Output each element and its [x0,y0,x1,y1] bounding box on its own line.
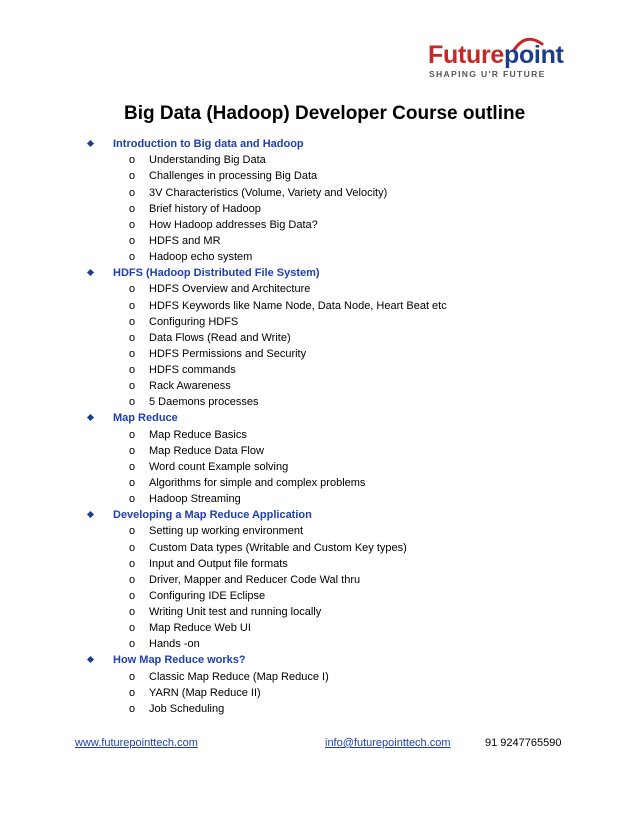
section-title: Developing a Map Reduce Application [113,509,312,522]
circle-bullet-icon: o [129,670,136,683]
list-item-label: HDFS Overview and Architecture [149,283,311,296]
list-item [0,395,638,411]
circle-bullet-icon: o [129,154,136,167]
list-item-label: Configuring HDFS [149,315,239,328]
logo-wordmark [428,40,564,70]
circle-bullet-icon: o [129,638,136,651]
list-item [0,186,638,202]
list-item-label: Hadoop echo system [149,250,253,263]
list-item-label: Configuring IDE Eclipse [149,589,266,602]
document-title: Big Data (Hadoop) Developer Course outline [124,103,526,124]
list-item-label: Job Scheduling [149,702,225,715]
diamond-bullet-icon [87,269,94,276]
circle-bullet-icon: o [129,218,136,231]
section-title: How Map Reduce works? [113,654,246,667]
list-item-label: HDFS commands [149,363,236,376]
circle-bullet-icon: o [129,605,136,618]
list-item [0,202,638,218]
circle-bullet-icon: o [129,557,136,570]
list-item [0,557,638,573]
section-title: Introduction to Big data and Hadoop [113,138,304,150]
logo-brand-part2: point [503,41,564,69]
list-item [0,363,638,379]
list-item-label: HDFS Permissions and Security [149,347,307,360]
list-item [0,492,638,508]
list-item-label: How Hadoop addresses Big Data? [149,218,318,231]
circle-bullet-icon: o [129,476,136,489]
list-item-label: Word count Example solving [149,460,289,473]
list-item-label: Map Reduce Web UI [149,622,251,634]
list-item [0,315,638,331]
logo-tagline: SHAPING U'R FUTURE [429,69,546,79]
footer-email[interactable] [325,737,451,749]
circle-bullet-icon: o [129,202,136,215]
section-title: HDFS (Hadoop Distributed File System) [113,267,320,280]
diamond-bullet-icon [87,414,94,421]
circle-bullet-icon: o [129,170,136,183]
section-heading [0,411,638,427]
list-item [0,153,638,169]
diamond-bullet-icon [87,656,94,663]
list-item [0,234,638,250]
list-item-label: 3V Characteristics (Volume, Variety and Velocity) [149,186,388,199]
diamond-bullet-icon [87,511,94,518]
list-item-label: Map Reduce Data Flow [149,444,264,457]
circle-bullet-icon: o [129,315,136,328]
list-item [0,282,638,298]
list-item [0,524,638,540]
list-item [0,573,638,589]
list-item [0,686,638,702]
list-item [0,460,638,476]
circle-bullet-icon: o [129,347,136,360]
list-item [0,347,638,363]
circle-bullet-icon: o [129,525,136,538]
email-link[interactable]: info@futurepointtech.com [325,737,451,749]
list-item [0,379,638,395]
list-item-label: Setting up working environment [149,525,304,538]
circle-bullet-icon: o [129,492,136,505]
list-item [0,702,638,718]
list-item [0,476,638,492]
circle-bullet-icon: o [129,444,136,457]
list-item [0,299,638,315]
list-item [0,444,638,460]
footer-phone: 91 9247765590 [485,737,562,749]
list-item-label: Data Flows (Read and Write) [149,331,291,344]
circle-bullet-icon: o [129,396,136,409]
list-item [0,605,638,621]
circle-bullet-icon: o [129,186,136,199]
circle-bullet-icon: o [129,541,136,554]
list-item-label: Input and Output file formats [149,557,288,570]
list-item [0,541,638,557]
list-item-label: Challenges in processing Big Data [149,170,318,183]
list-item-label: Algorithms for simple and complex problems [149,476,366,489]
list-item-label: YARN (Map Reduce II) [149,686,261,699]
list-item-label: Map Reduce Basics [149,428,247,441]
list-item-label: HDFS Keywords like Name Node, Data Node, Heart Beat etc [149,299,447,312]
circle-bullet-icon: o [129,589,136,602]
list-item [0,670,638,686]
circle-bullet-icon: o [129,250,136,263]
section-heading [0,653,638,669]
list-item [0,250,638,266]
section-title: Map Reduce [113,412,178,425]
circle-bullet-icon: o [129,299,136,312]
circle-bullet-icon: o [129,363,136,376]
list-item [0,218,638,234]
footer-website[interactable] [75,737,198,749]
futurepoint-logo [424,40,564,82]
circle-bullet-icon: o [129,460,136,473]
list-item-label: Brief history of Hadoop [149,202,261,215]
list-item [0,169,638,185]
circle-bullet-icon: o [129,331,136,344]
list-item-label: Custom Data types (Writable and Custom Key types) [149,541,407,554]
circle-bullet-icon: o [129,428,136,441]
section-heading [0,508,638,524]
list-item [0,637,638,653]
course-outline [0,137,638,718]
section-heading [0,137,638,153]
list-item-label: Rack Awareness [149,380,231,392]
list-item [0,589,638,605]
list-item-label: HDFS and MR [149,234,221,247]
website-link[interactable]: www.futurepointtech.com [75,737,198,749]
circle-bullet-icon: o [129,283,136,296]
circle-bullet-icon: o [129,380,136,392]
circle-bullet-icon: o [129,234,136,247]
circle-bullet-icon: o [129,702,136,715]
section-heading [0,266,638,282]
list-item [0,428,638,444]
list-item-label: Hadoop Streaming [149,492,241,505]
list-item-label: Understanding Big Data [149,154,266,167]
list-item-label: Driver, Mapper and Reducer Code Wal thru [149,573,361,586]
circle-bullet-icon: o [129,622,136,634]
circle-bullet-icon: o [129,573,136,586]
list-item [0,621,638,637]
list-item [0,331,638,347]
list-item-label: Classic Map Reduce (Map Reduce I) [149,670,329,683]
logo-brand-part1: Future [428,41,504,69]
list-item-label: Writing Unit test and running locally [149,605,322,618]
list-item-label: 5 Daemons processes [149,396,259,409]
list-item-label: Hands -on [149,638,200,651]
diamond-bullet-icon [87,140,94,147]
circle-bullet-icon: o [129,686,136,699]
